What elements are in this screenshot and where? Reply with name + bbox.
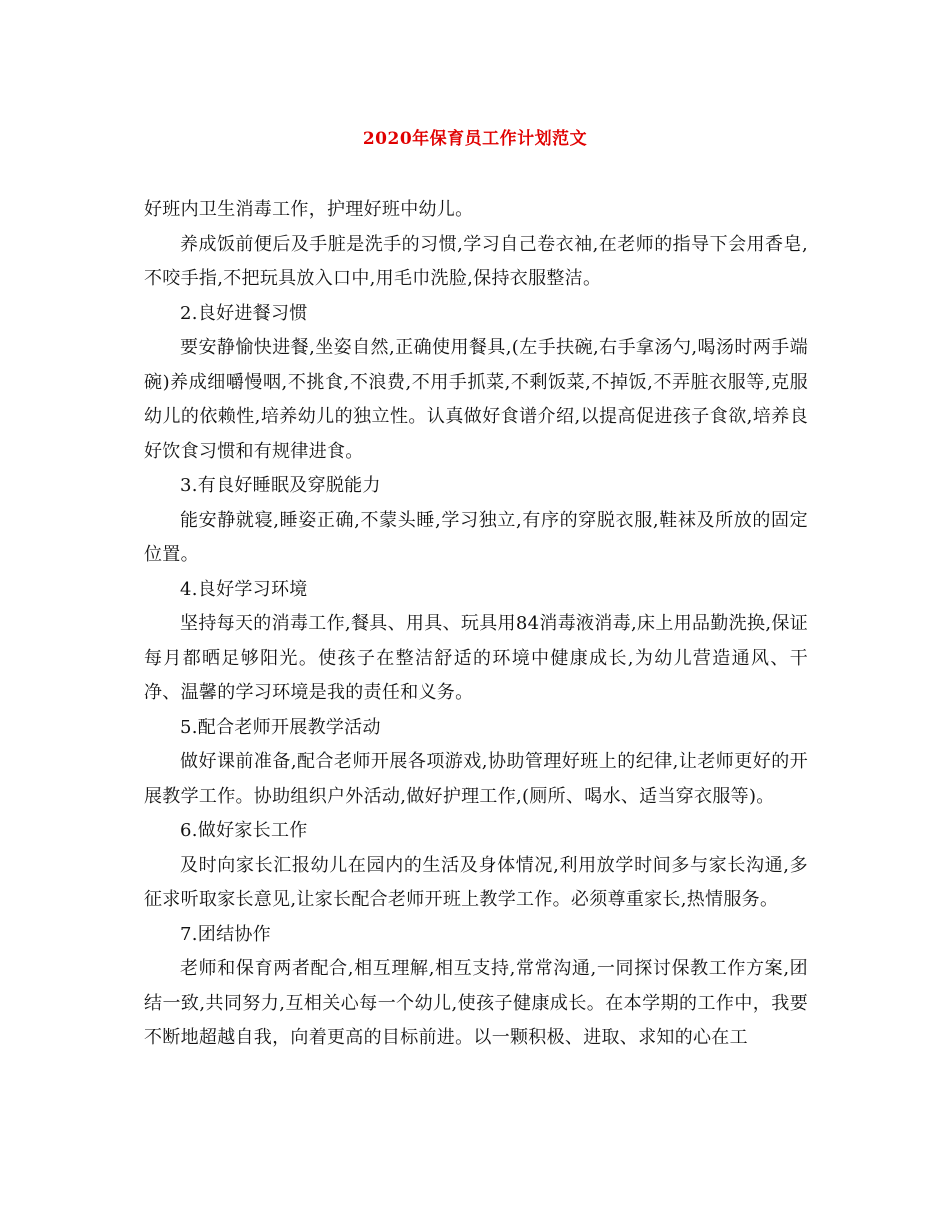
section-heading: 7.团结协作	[180, 923, 271, 945]
paragraph: 坚持每天的消毒工作,餐具、用具、玩具用84消毒液消毒,床上用品勤洗换,保证每月都晒足够阳光。使孩子在整洁舒适的环境中健康成长,为幼儿营造通风、干净、温馨的学习环境是我的责任和义务。	[144, 613, 808, 703]
document-title: 2020年保育员工作计划范文	[362, 129, 588, 149]
section-heading: 4.良好学习环境	[180, 578, 308, 600]
paragraph: 能安静就寝,睡姿正确,不蒙头睡,学习独立,有序的穿脱衣服,鞋袜及所放的固定位置。	[144, 509, 808, 565]
section-heading: 3.有良好睡眠及穿脱能力	[180, 475, 381, 496]
paragraph: 要安静愉快进餐,坐姿自然,正确使用餐具,(左手扶碗,右手拿汤勺,喝汤时两手端碗)养成细嚼慢咽,不挑食,不浪费,不用手抓菜,不剩饭菜,不掉饭,不弄脏衣服等,克服幼儿的依赖性,培养幼儿的独立性。认真做好食谱介绍,以提高促进孩子食欲,培养良好饮食习惯和有规律进食。	[144, 337, 808, 462]
paragraph: 做好课前准备,配合老师开展各项游戏,协助管理好班上的纪律,让老师更好的开展教学工作。协助组织户外活动,做好护理工作,(厕所、喝水、适当穿衣服等)。	[144, 751, 808, 807]
section-heading: 5.配合老师开展教学活动	[180, 716, 381, 738]
paragraph: 及时向家长汇报幼儿在园内的生活及身体情况,利用放学时间多与家长沟通,多征求听取家长意见,让家长配合老师开班上教学工作。必须尊重家长,热情服务。	[144, 854, 808, 910]
section-heading: 2.良好进餐习惯	[180, 302, 308, 324]
paragraph: 老师和保育两者配合,相互理解,相互支持,常常沟通,一同探讨保教工作方案,团结一致,共同努力,互相关心每一个幼儿,使孩子健康成长。在本学期的工作中，我要不断地超越自我，向着更高的目标前进。以一颗积极、进取、求知的心在工	[144, 958, 808, 1048]
document-body	[144, 193, 808, 1056]
paragraph-continuation: 好班内卫生消毒工作，护理好班中幼儿。	[144, 199, 474, 220]
paragraph: 养成饭前便后及手脏是洗手的习惯,学习自己卷衣袖,在老师的指导下会用香皂,不咬手指,不把玩具放入口中,用毛巾洗脸,保持衣服整洁。	[144, 233, 808, 289]
section-heading: 6.做好家长工作	[180, 820, 308, 841]
